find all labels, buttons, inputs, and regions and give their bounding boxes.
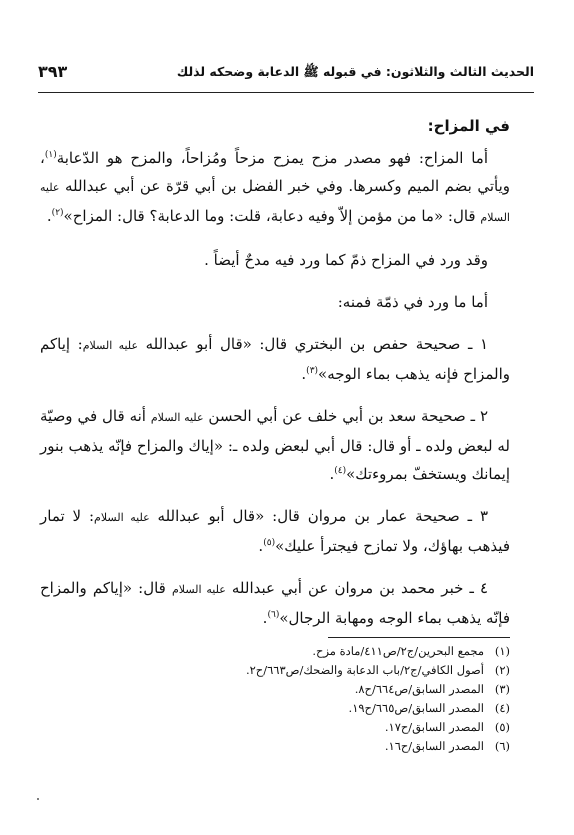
paragraph-text: . bbox=[262, 609, 268, 627]
paragraph-text: . bbox=[301, 365, 307, 383]
honorific: عليه السلام bbox=[82, 339, 139, 352]
page-number: ٣٩٣ bbox=[38, 62, 68, 81]
paragraph-text: ٣ ـ صحيحة عمار بن مروان قال: «قال أبو عبدالله bbox=[149, 507, 488, 525]
footnote bbox=[90, 661, 510, 680]
paragraph-text: . bbox=[258, 537, 264, 555]
footnote-ref: (١) bbox=[44, 150, 57, 160]
paragraph-text: . bbox=[329, 465, 335, 483]
paragraph-text: : لا تمار فيذهب بهاؤك، ولا تمازح فيجترأ عليك» bbox=[40, 507, 510, 555]
footnote-text: مجمع البحرين/ج٢/ص٤١١/مادة مزح. bbox=[312, 644, 484, 658]
footnote-text: المصدر السابق/ح١٧. bbox=[384, 720, 484, 734]
footnote-number: (٤) bbox=[494, 701, 510, 715]
scan-speck bbox=[37, 798, 39, 800]
section-heading: في المزاح: bbox=[427, 117, 510, 135]
footnote-ref: (٣) bbox=[306, 366, 319, 376]
footnote bbox=[90, 680, 510, 699]
footnote bbox=[90, 718, 510, 737]
paragraph-text: ٤ ـ خبر محمد بن مروان عن أبي عبدالله bbox=[225, 579, 489, 597]
footnote-ref: (٢) bbox=[51, 208, 64, 218]
paragraph-definition bbox=[40, 144, 510, 232]
paragraph-text: ١ ـ صحيحة حفص بن البختري قال: «قال أبو عبدالله bbox=[138, 335, 489, 353]
footnote bbox=[90, 737, 510, 756]
footnote bbox=[90, 642, 510, 661]
paragraph-text: . bbox=[46, 207, 52, 225]
honorific: عليه السلام bbox=[171, 583, 226, 596]
footnote-number: (٣) bbox=[494, 682, 510, 696]
footnote-number: (٦) bbox=[494, 739, 510, 753]
paragraph-text: أنه قال في وصيّة له لبعض ولده ـ أو قال: قال أبي لبعض ولده ـ: «إياك والمزاح فإنّه يذهب بنور إيمانك ويستخفّ بمروءتك» bbox=[40, 407, 510, 483]
paragraph-text: قال: «ما من مؤمن إلاّ وفيه دعابة، قلت: وما الدعابة؟ قال: المزاح» bbox=[63, 207, 481, 225]
footnote-ref: (٥) bbox=[263, 538, 276, 548]
footnote-text: المصدر السابق/ص٦٦٥/ح١٩. bbox=[348, 701, 484, 715]
footnote-text: المصدر السابق/ح١٦. bbox=[384, 739, 484, 753]
footnote-text: المصدر السابق/ص٦٦٤/ح٨. bbox=[354, 682, 484, 696]
paragraph-text: قال: «إياكم والمزاح فإنّه يذهب بماء الوجه ومهابة الرجال» bbox=[40, 579, 510, 627]
hadith-item-2 bbox=[40, 402, 510, 488]
honorific: عليه السلام bbox=[94, 511, 150, 524]
paragraph-text: أما المزاح: فهو مصدر مزح يمزح مزحاً ومُزاحاً، والمزح هو الدّعابة bbox=[56, 149, 488, 167]
hadith-item-4 bbox=[40, 574, 510, 632]
main-text bbox=[40, 112, 510, 632]
footnote-number: (١) bbox=[494, 644, 510, 658]
paragraph-subheading: أما ما ورد في ذمّة فمنه: bbox=[337, 293, 488, 311]
footnotes bbox=[90, 642, 510, 756]
footnote-text: أصول الكافي/ج٢/باب الدعابة والضحك/ص٦٦٣/ح٢. bbox=[245, 663, 484, 677]
paragraph-intro: وقد ورد في المزاح ذمّ كما ورد فيه مدحٌ أيضاً . bbox=[204, 251, 488, 269]
hadith-item-3 bbox=[40, 502, 510, 560]
running-title: الحديث الثالث والثلاثون: في قبوله ﷺ الدعابة وضحكه لذلك bbox=[176, 64, 534, 79]
hadith-item-1 bbox=[40, 330, 510, 388]
footnote-ref: (٦) bbox=[267, 610, 280, 620]
footnote bbox=[90, 699, 510, 718]
footnote-ref: (٤) bbox=[334, 466, 347, 476]
footnote-divider bbox=[328, 637, 510, 638]
footnote-number: (٢) bbox=[494, 663, 510, 677]
page-header bbox=[38, 58, 534, 93]
honorific: عليه السلام bbox=[150, 411, 204, 424]
honorific: عليه السلام bbox=[40, 181, 510, 224]
footnote-number: (٥) bbox=[494, 720, 510, 734]
paragraph-text: : إياكم والمزاح فإنه يذهب بماء الوجه» bbox=[40, 335, 510, 383]
paragraph-text: ٢ ـ صحيحة سعد بن أبي خلف عن أبي الحسن bbox=[203, 407, 488, 425]
paragraph-text: ، ويأتي بضم الميم وكسرها. وفي خبر الفضل بن أبي قرّة عن أبي عبدالله bbox=[40, 149, 510, 195]
